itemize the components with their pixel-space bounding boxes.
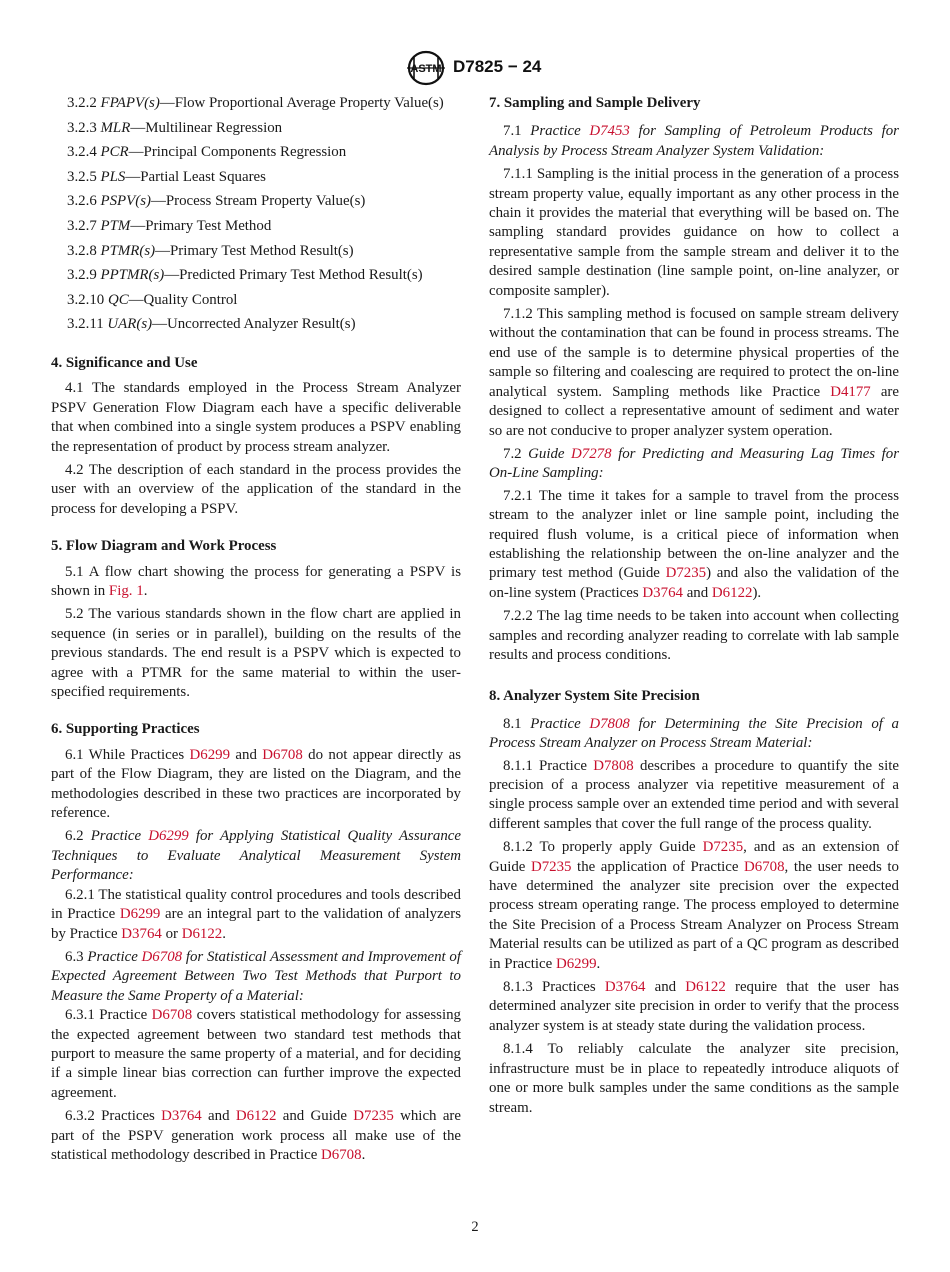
def-term: FPAPV(s) xyxy=(100,95,160,111)
text: 6.3.2 Practices xyxy=(65,1108,162,1125)
d7808-link[interactable]: D7808 xyxy=(589,715,630,732)
text: . xyxy=(143,583,148,599)
text: 8.1 xyxy=(503,715,531,732)
d3764-link[interactable]: D3764 xyxy=(604,979,646,996)
text: for Determining the Site Precision of a Process Stream Analyzer on Process Stream Material: xyxy=(489,715,899,752)
logo-text: ASTM xyxy=(410,63,442,75)
text: and xyxy=(201,1108,236,1125)
paragraph-7-1-2 xyxy=(489,305,899,441)
paragraph-5-2: 5.2 The various standards shown in the flow chart are applied in sequence (in series or in parallel), building on the results of the previous standards. The end result is a PSPV which is expected to agree with a PTMR for the same material to within the user-specified requirements. xyxy=(51,606,461,701)
def-number: 3.2.2 xyxy=(67,95,97,111)
def-desc: —Principal Components Regression xyxy=(128,144,347,161)
text: Practice xyxy=(530,715,590,732)
paragraph-4-2: 4.2 The description of each standard in the process provides the user with an overview of the application of the standard in the process for developing a PSPV. xyxy=(51,461,461,517)
d6122-link[interactable]: D6122 xyxy=(711,584,753,601)
def-desc: —Partial Least Squares xyxy=(125,168,266,185)
text: for Applying Statistical Quality Assurance Techniques to Evaluate Analytical Measurement System Performance: xyxy=(51,828,461,884)
paragraph-7-1-1: 7.1.1 Sampling is the initial process in the generation of a process stream property value, equally important as any other process in the chain it provides the material that everything will be based on. The sampling standard provides guidance on how to collect a representative sample from the sample stream and deliver it to the desired sample destination (line sample point, on-line analyzer, or composite sampler). xyxy=(489,166,899,299)
d6122-link[interactable]: D6122 xyxy=(181,925,223,942)
d7278-link[interactable]: D7278 xyxy=(571,445,612,462)
text: or xyxy=(161,925,182,942)
text: 8.1.3 Practices xyxy=(503,979,605,996)
def-desc: —Uncorrected Analyzer Result(s) xyxy=(152,316,356,333)
text: and Guide xyxy=(276,1108,354,1125)
def-term: PTM xyxy=(100,217,131,234)
def-number: 3.2.9 xyxy=(67,267,97,284)
d6299-link[interactable]: D6299 xyxy=(555,955,597,972)
text: Practice xyxy=(87,948,142,965)
definition-3-2-9 xyxy=(51,266,461,285)
paragraph-4-1: 4.1 The standards employed in the Process Stream Analyzer PSPV Generation Flow Diagram each have a specific deliverable that when combined into a single system produces a PSPV enabling the representation of product by process stream analyzer. xyxy=(51,380,461,455)
text: do not appear directly as part of the Flow Diagram, they are listed on the Diagram, and the methodologies described in these two practices are incorporated by reference. xyxy=(51,746,461,822)
def-desc: —Flow Proportional Average Property Value(s) xyxy=(159,95,444,111)
paragraph-7-2 xyxy=(489,445,899,484)
def-number: 3.2.6 xyxy=(67,193,97,210)
section-4-heading: 4. Significance and Use xyxy=(51,354,198,371)
text: describes a procedure to quantify the site precision of a process analyzer via repetitive measurement of a single process sample over an extended time period and with several different samples that cover the full range of the process quality. xyxy=(489,757,899,832)
text: the application of Practice xyxy=(571,858,744,875)
def-term: UAR(s) xyxy=(107,316,153,333)
text: for Predicting and Measuring Lag Times for On-Line Sampling: xyxy=(489,445,899,482)
d7235-link[interactable]: D7235 xyxy=(353,1108,394,1125)
d3764-link[interactable]: D3764 xyxy=(161,1108,202,1125)
paragraph-8-1-2 xyxy=(489,838,899,974)
def-desc: —Process Stream Property Value(s) xyxy=(150,193,366,210)
paragraph-6-3 xyxy=(51,948,461,1006)
d7235-link[interactable]: D7235 xyxy=(665,565,707,582)
d3764-link[interactable]: D3764 xyxy=(642,584,683,601)
d6708-link[interactable]: D6708 xyxy=(744,858,785,875)
section-5-heading: 5. Flow Diagram and Work Process xyxy=(51,538,277,555)
d7453-link[interactable]: D7453 xyxy=(589,123,630,140)
text: . xyxy=(222,925,226,942)
document-designation: D7825 − 24 xyxy=(453,57,542,76)
d6122-link[interactable]: D6122 xyxy=(685,979,726,996)
page-number: 2 xyxy=(471,1219,479,1235)
text: ) and also the validation of the on-line system (Practices xyxy=(489,565,899,601)
definition-3-2-4 xyxy=(51,143,461,162)
paragraph-8-1-1 xyxy=(489,757,899,835)
text: 6.3.1 Practice xyxy=(65,1007,152,1024)
section-8-heading: 8. Analyzer System Site Precision xyxy=(489,688,700,705)
def-desc: —Predicted Primary Test Method Result(s) xyxy=(164,267,423,284)
def-desc: —Quality Control xyxy=(128,291,238,308)
d7808-link[interactable]: D7808 xyxy=(593,757,634,774)
def-term: PTMR(s) xyxy=(100,242,156,259)
section-7-heading: 7. Sampling and Sample Delivery xyxy=(489,95,701,111)
text: 7.2 xyxy=(503,445,529,462)
def-desc: —Multilinear Regression xyxy=(130,119,283,136)
paragraph-6-3-1 xyxy=(51,1006,461,1103)
def-number: 3.2.10 xyxy=(67,291,105,308)
d4177-link[interactable]: D4177 xyxy=(830,383,871,400)
paragraph-7-1 xyxy=(489,122,899,161)
paragraph-6-2-1 xyxy=(51,886,461,944)
text: 6.2 xyxy=(65,828,91,845)
definition-3-2-5 xyxy=(51,168,461,187)
d6708-link[interactable]: D6708 xyxy=(321,1146,362,1163)
astm-logo-icon xyxy=(404,50,448,86)
d6299-link[interactable]: D6299 xyxy=(119,906,161,923)
text: 8.1.2 To properly apply Guide xyxy=(503,839,703,856)
paragraph-6-3-2 xyxy=(51,1107,461,1165)
text: and xyxy=(230,746,263,763)
text: . xyxy=(361,1146,366,1163)
text: for Sampling of Petroleum Products for Analysis by Process Stream Analyzer System Validation: xyxy=(489,123,899,159)
paragraph-8-1-4: 8.1.4 To reliably calculate the analyzer site precision, infrastructure must be in place to repeatedly introduce aliquots of one or more bulk samples under the same conditions as the sample stream. xyxy=(489,1041,899,1116)
text: 5.1 A flow chart showing the process for generating a PSPV is shown in xyxy=(51,563,461,599)
text: and xyxy=(645,979,686,996)
text: , the user needs to have determined the analyzer site precision over the expected process stream operating range. The process employed to determine the Site Precision of a Process Stream Analyzer on Process Stream Material results can be utilized as part of a QC program as described in Practice xyxy=(489,858,899,972)
text: are designed to collect a representative amount of sediment and water so are not conducive to proper analyzer system operation. xyxy=(489,383,899,439)
d6299-link[interactable]: D6299 xyxy=(148,828,189,845)
text: require that the user has determined analyzer site precision in order to verify that the process analyzer system is at steady state during the validation process. xyxy=(489,979,899,1034)
text: are an integral part to the validation of analyzers by Practice xyxy=(51,906,461,942)
d6708-link[interactable]: D6708 xyxy=(141,948,183,965)
paragraph-8-1-3 xyxy=(489,978,899,1036)
d6122-link[interactable]: D6122 xyxy=(235,1108,277,1125)
d7235-link[interactable]: D7235 xyxy=(702,839,744,856)
text: 8.1.1 Practice xyxy=(503,757,594,774)
text: 6.1 While Practices xyxy=(65,746,190,763)
def-term: PPTMR(s) xyxy=(100,267,165,284)
text: and xyxy=(682,584,712,601)
d6708-link[interactable]: D6708 xyxy=(262,746,303,763)
text: 7.1.2 This sampling method is focused on sample stream delivery without the contamination that can be found in process streams. The end use of the sample is to determine physical properties of the sample so filtering and coalescing are required to protect the on-line analytical system. Sampling methods like Practice xyxy=(489,306,899,400)
text: ). xyxy=(752,584,762,601)
text: , and as an extension of Guide xyxy=(489,839,899,875)
d7235-link[interactable]: D7235 xyxy=(530,858,572,875)
def-term: PCR xyxy=(100,144,129,161)
text: Guide xyxy=(528,445,572,462)
def-number: 3.2.8 xyxy=(67,242,97,259)
def-term: QC xyxy=(107,291,129,308)
d3764-link[interactable]: D3764 xyxy=(121,925,162,942)
text: covers statistical methodology for assessing the expected agreement between two standard test methods that purport to measure the same property of a material, and for deciding if a simple linear bias correction can further improve the expected agreement. xyxy=(51,1007,461,1101)
def-term: MLR xyxy=(100,119,131,136)
definition-3-2-8 xyxy=(51,242,461,261)
def-number: 3.2.11 xyxy=(67,316,104,333)
definition-3-2-7 xyxy=(51,217,461,236)
paragraph-5-1 xyxy=(51,563,461,602)
text: 6.3 xyxy=(65,948,88,965)
d6708-link[interactable]: D6708 xyxy=(151,1007,193,1024)
definition-3-2-10 xyxy=(51,291,461,310)
paragraph-6-1 xyxy=(51,746,461,824)
def-term: PLS xyxy=(100,168,126,185)
def-term: PSPV(s) xyxy=(100,193,151,210)
def-desc: —Primary Test Method Result(s) xyxy=(155,242,354,259)
paragraph-7-2-1 xyxy=(489,487,899,603)
fig-1-link[interactable]: Fig. 1 xyxy=(108,583,144,599)
paragraph-6-2 xyxy=(51,827,461,885)
def-desc: —Primary Test Method xyxy=(130,217,272,234)
definition-3-2-11 xyxy=(51,315,461,334)
text: which are part of the PSPV generation work process all make use of the statistical methodology described in Practice xyxy=(51,1108,461,1163)
def-number: 3.2.4 xyxy=(67,144,97,161)
paragraph-7-2-2: 7.2.2 The lag time needs to be taken into account when collecting samples and recording analyzer reading to correlate with lab sample results and process conditions. xyxy=(489,608,899,663)
def-number: 3.2.3 xyxy=(67,119,97,136)
section-6-heading: 6. Supporting Practices xyxy=(51,721,200,738)
paragraph-8-1 xyxy=(489,715,899,754)
text: Practice xyxy=(90,828,149,845)
definition-3-2-3 xyxy=(51,119,461,138)
definition-3-2-2 xyxy=(51,94,461,113)
text: for Statistical Assessment and Improvement of Expected Agreement Between Two Test Methods that Purport to Measure the Same Property of a Material: xyxy=(51,948,461,1004)
page-header xyxy=(0,48,950,88)
d6299-link[interactable]: D6299 xyxy=(189,746,231,763)
definition-3-2-6 xyxy=(51,192,461,211)
left-column xyxy=(51,94,461,1169)
text: 7.1 xyxy=(503,123,531,140)
right-column xyxy=(489,94,899,1122)
def-number: 3.2.5 xyxy=(67,168,97,185)
text: 7.2.1 The time it takes for a sample to travel from the process stream to the analyzer inlet or line sample point, including the required flush volume, is a critical piece of information when establishing the relationship between the on-line analyzer and the primary test method (Guide xyxy=(489,487,899,582)
text: . xyxy=(596,955,601,972)
text: Practice xyxy=(530,123,590,140)
def-number: 3.2.7 xyxy=(67,217,97,234)
text: 6.2.1 The statistical quality control procedures and tools described in Practice xyxy=(51,886,461,923)
